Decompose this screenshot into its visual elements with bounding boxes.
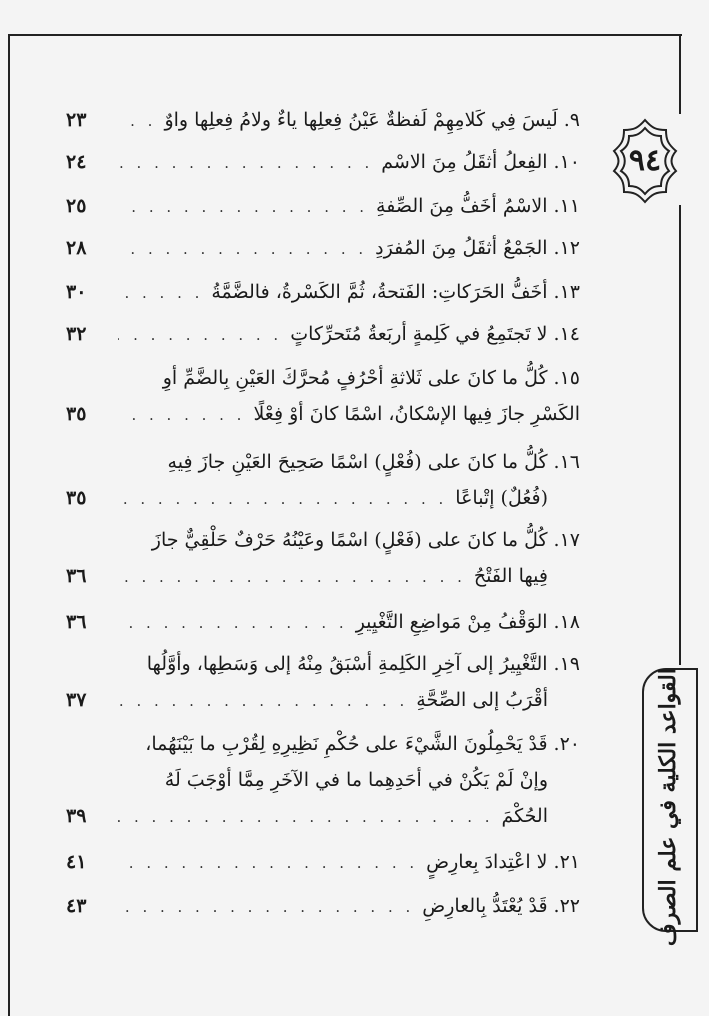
entry-title: كُلُّ ما كانَ على (فَعْلٍ) اسْمًا وعَيْنُهُ حَرْفٌ حَلْقِيٌّ جازَ bbox=[151, 529, 548, 551]
toc-entry[interactable] bbox=[66, 232, 580, 268]
leader-dots bbox=[118, 277, 203, 309]
entry-title-cont: وإنْ لَمْ يَكُنْ في أحَدِهِما ما في الآخَرِ مِمَّا أوْجَبَ لَهُ bbox=[164, 769, 548, 791]
entry-title: لَيسَ فِي كَلامِهِمْ لَفظةٌ عَيْنُ فِعلِها ياءٌ ولامُ فِعلِها واوٌ bbox=[164, 109, 558, 131]
leader-dots bbox=[118, 191, 368, 223]
leader-dots bbox=[118, 891, 414, 923]
entry-number: ١٥. bbox=[553, 367, 580, 389]
entry-title: لا تَجتَمِعُ في كَلِمةٍ أربَعةُ مُتَحرِّكاتٍ bbox=[290, 323, 548, 345]
entry-page: ٤١ bbox=[66, 851, 87, 873]
entry-title: الوَقْفُ مِنْ مَواضِعِ التَّغْيِيرِ bbox=[355, 611, 548, 633]
leader-dots bbox=[118, 483, 447, 515]
entry-number: ١٤. bbox=[553, 323, 580, 345]
entry-page: ٣٧ bbox=[66, 689, 87, 711]
entry-page: ٣٠ bbox=[66, 281, 87, 303]
entry-number: ٢٠. bbox=[553, 733, 580, 755]
entry-title: الفِعلُ أثقَلُ مِنَ الاسْم bbox=[381, 151, 548, 173]
entry-page: ٣٥ bbox=[66, 487, 87, 509]
toc-entry[interactable] bbox=[66, 606, 580, 642]
leader-dots bbox=[118, 105, 156, 137]
entry-number: ١٢. bbox=[553, 237, 580, 259]
entry-title: أخَفُّ الحَرَكاتِ: الفَتحةُ، ثُمَّ الكَسْرةُ، فالضَّمَّةُ bbox=[211, 281, 548, 303]
entry-number: ١٧. bbox=[553, 529, 580, 551]
entry-number: ٢٢. bbox=[553, 895, 580, 917]
running-title: القواعد الكلية في علم الصرف bbox=[655, 668, 681, 947]
toc-entry[interactable] bbox=[66, 146, 580, 182]
entry-title: قَدْ يُعْتَدُّ بِالعارِضِ bbox=[422, 895, 548, 917]
entry-title-cont: الحُكْمَ bbox=[501, 805, 548, 827]
leader-dots bbox=[118, 233, 367, 265]
entry-title: لا اعْتِدادَ بِعارِضٍ bbox=[426, 851, 548, 873]
entry-page: ٤٣ bbox=[66, 895, 87, 917]
entry-page: ٣٥ bbox=[66, 403, 87, 425]
entry-number: ٢١. bbox=[553, 851, 580, 873]
entry-title: كُلُّ ما كانَ على (فُعْلٍ) اسْمًا صَحِيحَ العَيْنِ جازَ فِيهِ bbox=[167, 451, 548, 473]
entry-title-cont: أقْرَبُ إلى الصِّحَّةِ bbox=[416, 689, 548, 711]
toc-entry[interactable] bbox=[66, 846, 580, 882]
entry-page: ٢٥ bbox=[66, 195, 87, 217]
toc-entry[interactable] bbox=[66, 446, 580, 518]
entry-number: ١٠. bbox=[553, 151, 580, 173]
toc-entry[interactable] bbox=[66, 318, 580, 354]
leader-dots bbox=[118, 399, 245, 431]
entry-page: ٣٩ bbox=[66, 805, 87, 827]
entry-title: الجَمْعُ أثقَلُ مِنَ المُفرَدِ bbox=[375, 237, 548, 259]
entry-title: قَدْ يَحْمِلُونَ الشَّيْءَ على حُكْمِ نَظِيرِهِ لِقُرْبِ ما بَيْنَهُما، bbox=[145, 733, 548, 755]
toc-entry[interactable] bbox=[66, 104, 580, 140]
leader-dots bbox=[118, 147, 373, 179]
entry-page: ٢٨ bbox=[66, 237, 87, 259]
entry-title: الاسْمُ أخَفُّ مِنَ الصِّفةِ bbox=[376, 195, 548, 217]
entry-page: ٣٦ bbox=[66, 565, 87, 587]
entry-page: ٢٣ bbox=[66, 109, 87, 131]
page-number: ٩٤ bbox=[628, 143, 662, 178]
entry-number: ١٣. bbox=[553, 281, 580, 303]
leader-dots bbox=[118, 607, 348, 639]
entry-number: ١٩. bbox=[553, 653, 580, 675]
toc-entry[interactable] bbox=[66, 190, 580, 226]
leader-dots bbox=[118, 685, 408, 717]
entry-page: ٣٢ bbox=[66, 323, 87, 345]
entry-title-cont: فِيها الفَتْحُ bbox=[473, 565, 548, 587]
leader-dots bbox=[118, 801, 494, 833]
entry-title: كُلُّ ما كانَ على ثَلاثةِ أحْرُفٍ مُحرَّكَ العَيْنِ بِالضَّمِّ أوِ bbox=[162, 367, 548, 389]
toc-entry[interactable] bbox=[66, 362, 580, 434]
entry-page: ٣٦ bbox=[66, 611, 87, 633]
toc-entry[interactable] bbox=[66, 276, 580, 312]
entry-number: ١١. bbox=[553, 195, 580, 217]
toc-entry[interactable] bbox=[66, 890, 580, 926]
leader-dots bbox=[118, 847, 418, 879]
frame-edge bbox=[679, 34, 681, 114]
entry-number: ٩. bbox=[563, 109, 580, 131]
entry-title-cont: الكَسْرِ جازَ فِيها الإسْكانُ، اسْمًا كانَ أوْ فِعْلًا bbox=[253, 403, 580, 425]
entry-title-cont: (فُعُلٌ) إتْباعًا bbox=[455, 487, 548, 509]
entry-page: ٢٤ bbox=[66, 151, 87, 173]
entry-number: ١٦. bbox=[553, 451, 580, 473]
toc-entry[interactable] bbox=[66, 648, 580, 720]
leader-dots bbox=[118, 561, 466, 593]
toc-entry[interactable] bbox=[66, 728, 580, 836]
entry-number: ١٨. bbox=[553, 611, 580, 633]
toc-entry[interactable] bbox=[66, 524, 580, 596]
frame-edge bbox=[679, 205, 681, 665]
leader-dots bbox=[118, 319, 282, 351]
entry-title: التَّغْيِيرُ إلى آخِرِ الكَلِمةِ أسْبَقُ مِنْهُ إلى وَسَطِها، وأوَّلُها bbox=[146, 653, 548, 675]
